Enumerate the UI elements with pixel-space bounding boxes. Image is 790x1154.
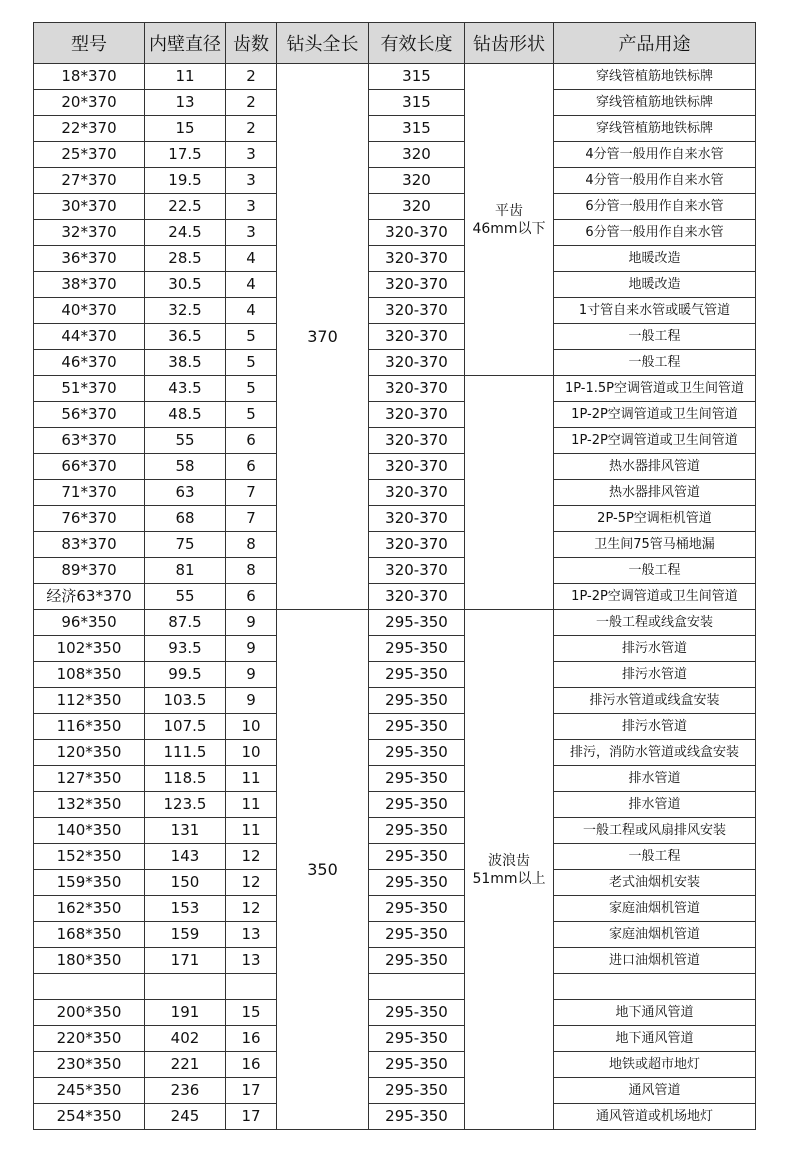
model-cell: 44*370 [34,324,145,350]
effective-length-cell: 295-350 [369,792,465,818]
effective-length-cell: 320-370 [369,220,465,246]
inner-diameter-cell: 103.5 [145,688,226,714]
effective-length-cell: 295-350 [369,610,465,636]
product-use-cell: 6分管一般用作自来水管 [554,194,756,220]
product-use-cell: 一般工程 [554,350,756,376]
inner-diameter-cell: 43.5 [145,376,226,402]
model-cell: 132*350 [34,792,145,818]
product-use-cell: 通风管道或机场地灯 [554,1104,756,1130]
product-use-cell: 地下通风管道 [554,1000,756,1026]
model-cell: 200*350 [34,1000,145,1026]
inner-diameter-cell: 236 [145,1078,226,1104]
model-cell: 71*370 [34,480,145,506]
model-cell: 127*350 [34,766,145,792]
effective-length-cell: 295-350 [369,818,465,844]
effective-length-cell: 295-350 [369,844,465,870]
teeth-count-cell: 3 [226,220,277,246]
model-cell: 36*370 [34,246,145,272]
header-effective-length: 有效长度 [369,23,465,64]
inner-diameter-cell: 55 [145,584,226,610]
inner-diameter-cell: 48.5 [145,402,226,428]
tooth-shape-cell [465,376,554,610]
inner-diameter-cell: 19.5 [145,168,226,194]
table-row [34,246,756,272]
table-row [34,870,756,896]
inner-diameter-cell: 58 [145,454,226,480]
effective-length-cell: 295-350 [369,1026,465,1052]
inner-diameter-cell: 32.5 [145,298,226,324]
model-cell: 40*370 [34,298,145,324]
effective-length-cell: 320-370 [369,558,465,584]
effective-length-cell: 320-370 [369,376,465,402]
effective-length-cell: 320 [369,142,465,168]
inner-diameter-cell: 107.5 [145,714,226,740]
header-teeth-count: 齿数 [226,23,277,64]
table-row [34,818,756,844]
inner-diameter-cell: 30.5 [145,272,226,298]
teeth-count-cell: 2 [226,90,277,116]
table-row [34,1078,756,1104]
table-row [34,584,756,610]
inner-diameter-cell: 150 [145,870,226,896]
product-use-cell: 地暖改造 [554,272,756,298]
effective-length-cell: 320-370 [369,246,465,272]
product-use-cell: 热水器排风管道 [554,454,756,480]
teeth-count-cell: 12 [226,844,277,870]
table-row [34,532,756,558]
teeth-count-cell: 16 [226,1052,277,1078]
inner-diameter-cell: 191 [145,1000,226,1026]
teeth-count-cell: 15 [226,1000,277,1026]
tooth-shape-cell [465,610,554,1130]
effective-length-cell [369,974,465,1000]
teeth-count-cell: 9 [226,636,277,662]
product-use-cell: 排水管道 [554,766,756,792]
inner-diameter-cell: 99.5 [145,662,226,688]
product-use-cell: 进口油烟机管道 [554,948,756,974]
teeth-count-cell: 8 [226,558,277,584]
table-row [34,428,756,454]
effective-length-cell: 320-370 [369,506,465,532]
teeth-count-cell: 5 [226,376,277,402]
inner-diameter-cell: 81 [145,558,226,584]
model-cell: 经济63*370 [34,584,145,610]
teeth-count-cell: 13 [226,948,277,974]
tooth-shape-cell [465,64,554,376]
inner-diameter-cell: 38.5 [145,350,226,376]
product-use-cell: 2P-5P空调柜机管道 [554,506,756,532]
model-cell: 83*370 [34,532,145,558]
table-row [34,90,756,116]
effective-length-cell: 315 [369,64,465,90]
inner-diameter-cell: 22.5 [145,194,226,220]
table-row [34,766,756,792]
inner-diameter-cell: 63 [145,480,226,506]
table-body [34,64,756,1130]
model-cell: 112*350 [34,688,145,714]
teeth-count-cell: 10 [226,714,277,740]
product-use-cell: 排污，消防水管道或线盒安装 [554,740,756,766]
model-cell: 180*350 [34,948,145,974]
teeth-count-cell: 11 [226,792,277,818]
product-use-cell: 地暖改造 [554,246,756,272]
model-cell: 22*370 [34,116,145,142]
model-cell: 66*370 [34,454,145,480]
inner-diameter-cell: 123.5 [145,792,226,818]
model-cell: 76*370 [34,506,145,532]
teeth-count-cell: 9 [226,662,277,688]
effective-length-cell: 295-350 [369,662,465,688]
teeth-count-cell: 16 [226,1026,277,1052]
product-use-cell: 通风管道 [554,1078,756,1104]
teeth-count-cell: 5 [226,350,277,376]
total-length-cell: 370 [277,64,369,610]
teeth-count-cell: 7 [226,480,277,506]
teeth-count-cell: 13 [226,922,277,948]
model-cell: 56*370 [34,402,145,428]
table-row [34,844,756,870]
model-cell: 159*350 [34,870,145,896]
effective-length-cell: 320-370 [369,480,465,506]
total-length-cell: 350 [277,610,369,1130]
model-cell: 108*350 [34,662,145,688]
header-product-use: 产品用途 [554,23,756,64]
table-row [34,402,756,428]
teeth-count-cell: 2 [226,116,277,142]
product-use-cell: 1P-1.5P空调管道或卫生间管道 [554,376,756,402]
table-row [34,792,756,818]
effective-length-cell: 315 [369,90,465,116]
tooth-shape-label: 51mm以上 [472,870,546,887]
table-row [34,454,756,480]
teeth-count-cell: 4 [226,246,277,272]
model-cell: 96*350 [34,610,145,636]
model-cell: 254*350 [34,1104,145,1130]
inner-diameter-cell: 118.5 [145,766,226,792]
teeth-count-cell: 6 [226,454,277,480]
table-row [34,740,756,766]
table-row [34,558,756,584]
table-row [34,194,756,220]
effective-length-cell: 295-350 [369,922,465,948]
inner-diameter-cell: 75 [145,532,226,558]
inner-diameter-cell: 87.5 [145,610,226,636]
table-row [34,1026,756,1052]
inner-diameter-cell: 17.5 [145,142,226,168]
product-use-cell: 1P-2P空调管道或卫生间管道 [554,584,756,610]
effective-length-cell: 320-370 [369,402,465,428]
teeth-count-cell: 11 [226,766,277,792]
model-cell: 32*370 [34,220,145,246]
inner-diameter-cell: 153 [145,896,226,922]
teeth-count-cell: 10 [226,740,277,766]
table-row [34,350,756,376]
product-use-cell: 地下通风管道 [554,1026,756,1052]
product-use-cell: 一般工程 [554,558,756,584]
table-header [34,23,756,64]
model-cell: 152*350 [34,844,145,870]
model-cell: 116*350 [34,714,145,740]
product-use-cell: 排污水管道 [554,662,756,688]
teeth-count-cell: 5 [226,324,277,350]
table-row [34,324,756,350]
teeth-count-cell: 9 [226,610,277,636]
model-cell: 140*350 [34,818,145,844]
effective-length-cell: 320-370 [369,532,465,558]
inner-diameter-cell: 11 [145,64,226,90]
table-row [34,1052,756,1078]
product-use-cell [554,974,756,1000]
inner-diameter-cell: 143 [145,844,226,870]
table-row [34,1000,756,1026]
table-row [34,480,756,506]
inner-diameter-cell: 55 [145,428,226,454]
table-row [34,142,756,168]
product-use-cell: 穿线管植筋地铁标牌 [554,90,756,116]
teeth-count-cell: 4 [226,298,277,324]
model-cell: 245*350 [34,1078,145,1104]
table-row [34,974,756,1000]
teeth-count-cell: 2 [226,64,277,90]
effective-length-cell: 295-350 [369,740,465,766]
effective-length-cell: 295-350 [369,948,465,974]
table-row [34,220,756,246]
effective-length-cell: 320-370 [369,272,465,298]
product-use-cell: 家庭油烟机管道 [554,896,756,922]
table-row [34,948,756,974]
table-row [34,168,756,194]
inner-diameter-cell: 159 [145,922,226,948]
inner-diameter-cell: 111.5 [145,740,226,766]
effective-length-cell: 320-370 [369,298,465,324]
product-use-cell: 穿线管植筋地铁标牌 [554,116,756,142]
teeth-count-cell: 11 [226,818,277,844]
effective-length-cell: 320-370 [369,428,465,454]
model-cell: 25*370 [34,142,145,168]
header-row [34,23,756,64]
product-use-cell: 一般工程或线盒安装 [554,610,756,636]
model-cell: 102*350 [34,636,145,662]
teeth-count-cell: 12 [226,870,277,896]
tooth-shape-label: 波浪齿 [488,852,530,869]
effective-length-cell: 320-370 [369,350,465,376]
effective-length-cell: 295-350 [369,1052,465,1078]
table-row [34,116,756,142]
table-row [34,688,756,714]
product-use-cell: 一般工程 [554,844,756,870]
table-row [34,636,756,662]
model-cell: 30*370 [34,194,145,220]
header-inner-diameter: 内壁直径 [145,23,226,64]
model-cell: 20*370 [34,90,145,116]
model-cell: 18*370 [34,64,145,90]
effective-length-cell: 320 [369,194,465,220]
table-row [34,272,756,298]
product-use-cell: 排污水管道 [554,636,756,662]
model-cell: 27*370 [34,168,145,194]
model-cell: 89*370 [34,558,145,584]
inner-diameter-cell: 68 [145,506,226,532]
inner-diameter-cell: 36.5 [145,324,226,350]
header-total-length: 钻头全长 [277,23,369,64]
effective-length-cell: 320-370 [369,324,465,350]
effective-length-cell: 315 [369,116,465,142]
table-row [34,896,756,922]
product-use-cell: 排污水管道或线盒安装 [554,688,756,714]
header-tooth-shape: 钻齿形状 [465,23,554,64]
product-use-cell: 老式油烟机安装 [554,870,756,896]
product-use-cell: 热水器排风管道 [554,480,756,506]
teeth-count-cell: 3 [226,142,277,168]
table-row [34,376,756,402]
model-cell: 230*350 [34,1052,145,1078]
model-cell: 220*350 [34,1026,145,1052]
product-use-cell: 家庭油烟机管道 [554,922,756,948]
effective-length-cell: 295-350 [369,636,465,662]
effective-length-cell: 295-350 [369,1000,465,1026]
effective-length-cell: 295-350 [369,688,465,714]
tooth-shape-label: 46mm以下 [472,220,546,237]
model-cell: 63*370 [34,428,145,454]
inner-diameter-cell: 15 [145,116,226,142]
product-use-cell: 排水管道 [554,792,756,818]
effective-length-cell: 295-350 [369,1078,465,1104]
table-row [34,298,756,324]
teeth-count-cell: 4 [226,272,277,298]
inner-diameter-cell [145,974,226,1000]
effective-length-cell: 295-350 [369,714,465,740]
product-use-cell: 4分管一般用作自来水管 [554,142,756,168]
teeth-count-cell: 12 [226,896,277,922]
inner-diameter-cell: 131 [145,818,226,844]
inner-diameter-cell: 171 [145,948,226,974]
product-use-cell: 一般工程或风扇排风安装 [554,818,756,844]
teeth-count-cell: 5 [226,402,277,428]
table-row [34,714,756,740]
teeth-count-cell: 6 [226,428,277,454]
teeth-count-cell: 3 [226,194,277,220]
model-cell: 51*370 [34,376,145,402]
model-cell: 120*350 [34,740,145,766]
product-use-cell: 穿线管植筋地铁标牌 [554,64,756,90]
effective-length-cell: 320-370 [369,454,465,480]
header-model: 型号 [34,23,145,64]
product-use-cell: 6分管一般用作自来水管 [554,220,756,246]
product-use-cell: 1P-2P空调管道或卫生间管道 [554,428,756,454]
teeth-count-cell: 9 [226,688,277,714]
drill-spec-table [33,22,756,1130]
table-row [34,64,756,90]
model-cell [34,974,145,1000]
model-cell: 46*370 [34,350,145,376]
effective-length-cell: 295-350 [369,1104,465,1130]
teeth-count-cell: 3 [226,168,277,194]
model-cell: 162*350 [34,896,145,922]
product-use-cell: 1寸管自来水管或暖气管道 [554,298,756,324]
product-use-cell: 4分管一般用作自来水管 [554,168,756,194]
inner-diameter-cell: 402 [145,1026,226,1052]
inner-diameter-cell: 13 [145,90,226,116]
tooth-shape-label: 平齿 [495,202,523,219]
effective-length-cell: 295-350 [369,766,465,792]
effective-length-cell: 320-370 [369,584,465,610]
inner-diameter-cell: 221 [145,1052,226,1078]
table-row [34,662,756,688]
product-use-cell: 一般工程 [554,324,756,350]
model-cell: 168*350 [34,922,145,948]
inner-diameter-cell: 28.5 [145,246,226,272]
table-row [34,1104,756,1130]
product-use-cell: 地铁或超市地灯 [554,1052,756,1078]
table-row [34,610,756,636]
effective-length-cell: 320 [369,168,465,194]
teeth-count-cell [226,974,277,1000]
product-use-cell: 排污水管道 [554,714,756,740]
table-row [34,506,756,532]
teeth-count-cell: 17 [226,1078,277,1104]
product-use-cell: 1P-2P空调管道或卫生间管道 [554,402,756,428]
teeth-count-cell: 7 [226,506,277,532]
table-row [34,922,756,948]
teeth-count-cell: 8 [226,532,277,558]
model-cell: 38*370 [34,272,145,298]
effective-length-cell: 295-350 [369,870,465,896]
inner-diameter-cell: 93.5 [145,636,226,662]
product-use-cell: 卫生间75管马桶地漏 [554,532,756,558]
inner-diameter-cell: 24.5 [145,220,226,246]
teeth-count-cell: 17 [226,1104,277,1130]
teeth-count-cell: 6 [226,584,277,610]
effective-length-cell: 295-350 [369,896,465,922]
inner-diameter-cell: 245 [145,1104,226,1130]
